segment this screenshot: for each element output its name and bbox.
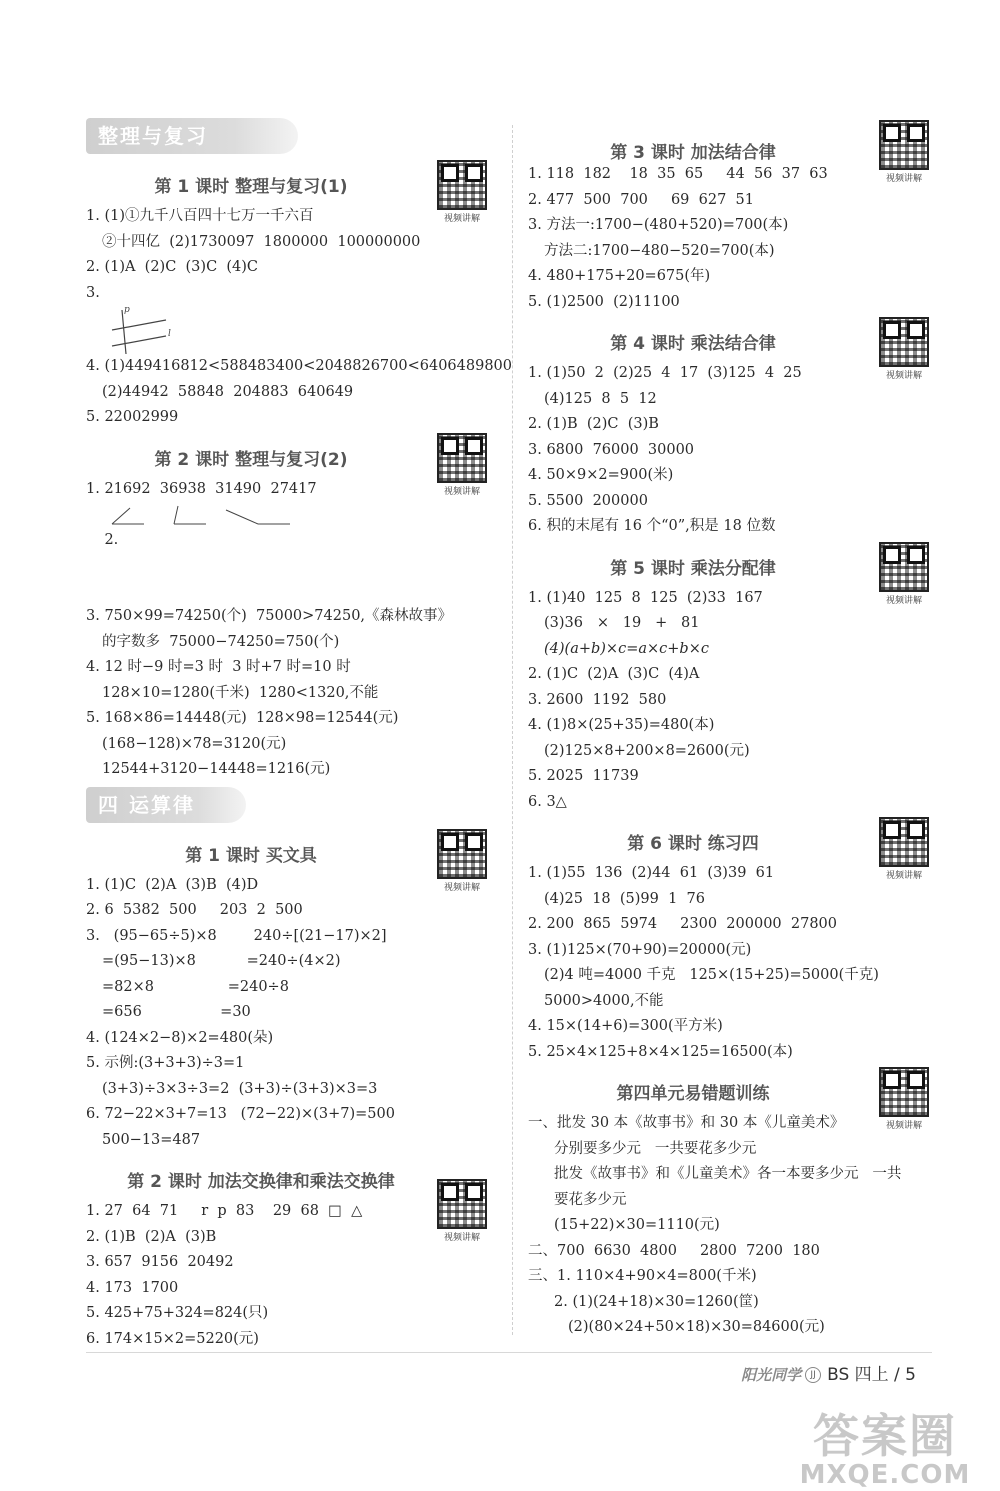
qr-code[interactable] (876, 1067, 932, 1131)
answer-line: 1. (1)C (2)A (3)B (4)D (86, 876, 259, 893)
qr-label: 视频讲解 (443, 214, 480, 224)
answer-line: 3. (86, 284, 100, 301)
answer-line: 4. (124×2−8)×2=480(朵) (86, 1029, 274, 1046)
answer-line: 2. (1)B (2)A (3)B (86, 1228, 217, 1245)
brand-logo: 阳光同学 (741, 1366, 802, 1384)
qr-icon (437, 829, 487, 879)
qr-icon (437, 1179, 487, 1229)
answer-line: 2. (1)C (2)A (3)C (4)A (528, 666, 700, 682)
qr-label: 视频讲解 (443, 486, 480, 497)
answer-line: 3. 6800 76000 30000 (528, 441, 695, 458)
answer-line: 4. (1)8×(25+35)=480(本) (528, 717, 715, 733)
answer-line (86, 502, 496, 604)
answer-line: (2)125×8+200×8=2600(元) (544, 742, 750, 759)
answer-line: 3. 750×99=74250(个) 75000>74250,《森林故事》 (86, 608, 453, 624)
answer-line: 1. (1)①九千八百四十七万一千六百 (86, 208, 314, 224)
publisher-badge-icon: JJ (805, 1367, 821, 1383)
lesson-title: 第 3 课时 加法结合律 (610, 143, 776, 163)
answer-line: 128×10=1280(千米) 1280<1320,不能 (102, 684, 379, 701)
answer-line: 1. (1)50 2 (2)25 4 17 (3)125 4 25 (528, 365, 802, 381)
right-column (528, 118, 938, 1341)
lesson-title: 第 1 课时 整理与复习(1) (154, 177, 348, 197)
answer-line: 的字数多 75000−74250=750(个) (102, 633, 340, 650)
page-footer (741, 1360, 916, 1385)
left-column (86, 118, 512, 1352)
answer-line: 一、批发 30 本《故事书》和 30 本《儿童美术》 (528, 1115, 845, 1131)
answer-line: 5. 5500 200000 (528, 492, 648, 509)
answer-line: (168−128)×78=3120(元) (102, 735, 287, 752)
answer-number: 2. (104, 531, 119, 548)
qr-label: 视频讲解 (885, 1121, 922, 1131)
lesson-title: 第 2 课时 加法交换律和乘法交换律 (127, 1172, 395, 1192)
answer-line: 4. 50×9×2=900(米) (528, 467, 674, 483)
answer-line: 5. 25×4×125+8×4×125=16500(本) (528, 1043, 793, 1060)
answer-line: (2)(80×24+50×18)×30=84600(元) (568, 1319, 825, 1335)
answer-line: 批发《故事书》和《儿童美术》各一本要多少元 一共 (554, 1166, 902, 1182)
answer-line: (4)(a+b)×c=a×c+b×c (544, 640, 709, 657)
answer-line: (4)125 8 5 12 (544, 390, 657, 407)
answer-line: 要花多少元 (554, 1191, 627, 1208)
lesson-title: 第 2 课时 整理与复习(2) (154, 449, 348, 470)
watermark (790, 1400, 980, 1490)
answer-line: 4. 12 时−9 时=3 时 3 时+7 时=10 时 (86, 659, 351, 675)
qr-label: 视频讲解 (443, 882, 480, 893)
qr-icon (879, 317, 929, 367)
qr-code[interactable] (876, 542, 932, 606)
qr-label: 视频讲解 (885, 371, 922, 381)
answer-line: 5. 22002999 (86, 409, 179, 425)
answer-line: 方法二:1700−480−520=700(本) (544, 242, 775, 259)
answer-line: 2. 200 865 5974 2300 200000 27800 (528, 916, 837, 932)
answer-line: =656 =30 (102, 1004, 251, 1020)
answer-line: 3. 2600 1192 580 (528, 691, 667, 708)
answer-line: 5. 2025 11739 (528, 768, 639, 784)
qr-code[interactable] (876, 120, 932, 184)
answer-line: 5000>4000,不能 (544, 992, 664, 1009)
column-divider (512, 125, 513, 1335)
answer-line: =(95−13)×8 =240÷(4×2) (102, 953, 341, 969)
page-number: BS 四上 / 5 (827, 1365, 916, 1385)
lesson-title: 第 6 课时 练习四 (627, 834, 759, 854)
qr-icon (437, 160, 487, 210)
qr-icon (879, 1067, 929, 1117)
answer-line: 6. 72−22×3+7=13 (72−22)×(3+7)=500 (86, 1106, 395, 1122)
section-banner-review: 整理与复习 (86, 118, 298, 154)
answer-line: 2. (1)A (2)C (3)C (4)C (86, 259, 259, 275)
answer-line: 3. 方法一:1700−(480+520)=700(本) (528, 217, 789, 233)
answer-line: 2. 477 500 700 69 627 51 (528, 191, 754, 208)
qr-code[interactable] (876, 817, 932, 881)
answer-line: (3+3)÷3×3÷3=2 (3+3)÷(3+3)×3=3 (102, 1080, 378, 1097)
lesson-title: 第 1 课时 买文具 (185, 845, 317, 866)
answer-line: =82×8 =240÷8 (102, 978, 289, 995)
answer-line: 1. 118 182 18 35 65 44 56 37 63 (528, 166, 828, 182)
qr-label: 视频讲解 (885, 595, 922, 606)
qr-label: 视频讲解 (443, 1233, 480, 1243)
answer-line: 2. 6 5382 500 203 2 500 (86, 902, 303, 918)
qr-code[interactable] (434, 433, 490, 497)
answer-line: 5. 425+75+324=824(只) (86, 1305, 269, 1321)
qr-code[interactable] (876, 317, 932, 381)
answer-line: 5. 168×86=14448(元) 128×98=12544(元) (86, 710, 399, 726)
answer-line: 6. 积的末尾有 16 个“0”,积是 18 位数 (528, 518, 776, 534)
angle-figures-icon (108, 502, 308, 528)
answer-line: 6. 174×15×2=5220(元) (86, 1330, 259, 1347)
qr-icon (879, 817, 929, 867)
qr-code[interactable] (434, 160, 490, 224)
answer-line: (2)4 吨=4000 千克 125×(15+25)=5000(千克) (544, 967, 879, 983)
answer-line: 1. 27 64 71 r p 83 29 68 □ △ (86, 1203, 363, 1219)
qr-icon (437, 433, 487, 483)
answer-line: 4. 480+175+20=675(年) (528, 268, 711, 284)
answer-line: 1. 21692 36938 31490 27417 (86, 480, 317, 497)
answer-line: 1. (1)55 136 (2)44 61 (3)39 61 (528, 865, 775, 881)
answer-line: ②十四亿 (2)1730097 1800000 100000000 (102, 233, 421, 250)
answer-line: 2. (1)B (2)C (3)B (528, 416, 659, 432)
figure-label-p: p (124, 306, 130, 315)
qr-code[interactable] (434, 829, 490, 893)
qr-icon (879, 542, 929, 592)
answer-line: 分别要多少元 一共要花多少元 (554, 1140, 757, 1157)
answer-line: 3. 657 9156 20492 (86, 1254, 234, 1270)
answer-line: (2)44942 58848 204883 640649 (102, 383, 354, 400)
answer-line: 5. (1)2500 (2)11100 (528, 293, 680, 310)
answer-line: 500−13=487 (102, 1131, 201, 1148)
answer-line: 2. (1)(24+18)×30=1260(筐) (554, 1293, 759, 1310)
answer-line: 6. 3△ (528, 793, 567, 810)
lesson-title: 第四单元易错题训练 (616, 1084, 770, 1104)
answer-line: 12544+3120−14448=1216(元) (102, 761, 331, 777)
answer-line: (15+22)×30=1110(元) (554, 1217, 720, 1233)
answer-line: 4. 173 1700 (86, 1279, 179, 1296)
answer-line: 5. 示例:(3+3+3)÷3=1 (86, 1055, 245, 1071)
figure-label-l: l (168, 329, 171, 339)
lesson-title: 第 5 课时 乘法分配律 (610, 558, 776, 579)
answer-line: 1. (1)40 125 8 125 (2)33 167 (528, 589, 763, 606)
lesson-title: 第 4 课时 乘法结合律 (610, 334, 776, 354)
qr-code[interactable] (434, 1179, 490, 1243)
qr-label: 视频讲解 (885, 174, 922, 184)
qr-label: 视频讲解 (885, 871, 922, 881)
answer-line: 3. (1)125×(70+90)=20000(元) (528, 941, 752, 958)
footer-divider (86, 1352, 932, 1353)
parallel-lines-figure (86, 306, 496, 354)
answer-line: 三、1. 110×4+90×4=800(千米) (528, 1268, 757, 1284)
answer-line: 二、700 6630 4800 2800 7200 180 (528, 1242, 820, 1259)
section-banner-operations: 四 运算律 (86, 787, 246, 823)
answer-line: (4)25 18 (5)99 1 76 (544, 890, 705, 907)
answer-line: 3. (95−65÷5)×8 240÷[(21−17)×2] (86, 927, 387, 944)
answer-line: (3)36 × 19 + 81 (544, 615, 700, 631)
watermark-url: MXQE.COM (799, 1460, 971, 1490)
answer-line: 4. (1)449416812<588483400<2048826700<6406489800 (86, 358, 512, 374)
answer-line: 4. 15×(14+6)=300(平方米) (528, 1018, 723, 1034)
parallel-lines-icon (86, 306, 246, 354)
qr-icon (879, 120, 929, 170)
watermark-logo: 答案圈 (813, 1409, 957, 1463)
